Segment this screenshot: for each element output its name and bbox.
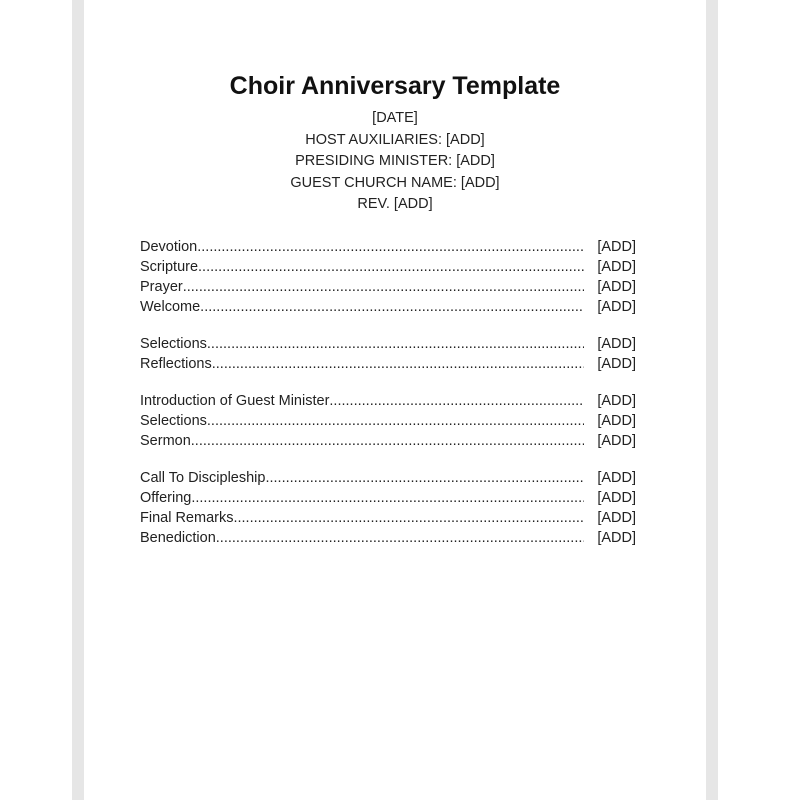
date-line: [DATE] — [372, 110, 418, 126]
header-block — [84, 108, 706, 216]
agenda-group-sermon — [140, 391, 636, 451]
agenda-item-label: Selections — [140, 413, 207, 429]
dot-leader — [233, 508, 584, 528]
agenda-item-label: Final Remarks — [140, 510, 234, 526]
host-auxiliaries-line: HOST AUXILIARIES: [ADD] — [305, 131, 485, 148]
agenda-item-value: [ADD] — [597, 239, 636, 255]
document-page — [84, 0, 706, 800]
presiding-minister-line: PRESIDING MINISTER: [ADD] — [295, 153, 495, 169]
document-title: Choir Anniversary Template — [229, 72, 561, 100]
agenda-row — [140, 411, 636, 431]
agenda-row — [140, 257, 636, 277]
dot-leader — [198, 257, 584, 277]
dot-leader — [207, 334, 584, 354]
agenda-item-label: Selections — [140, 336, 207, 352]
dot-leader — [191, 488, 584, 508]
agenda-item-value: [ADD] — [597, 299, 636, 315]
dot-leader — [191, 431, 584, 451]
agenda-item-label: Devotion — [140, 239, 198, 255]
dot-leader — [216, 528, 584, 548]
agenda-group-opening — [140, 237, 636, 317]
program-agenda — [140, 237, 636, 565]
agenda-row — [140, 354, 636, 374]
agenda-item-value: [ADD] — [597, 530, 636, 546]
agenda-row — [140, 528, 636, 548]
agenda-item-value: [ADD] — [597, 356, 636, 372]
agenda-row — [140, 508, 636, 528]
dot-leader — [329, 391, 584, 411]
dot-leader — [265, 468, 584, 488]
agenda-item-value: [ADD] — [597, 490, 636, 506]
agenda-row — [140, 488, 636, 508]
dot-leader — [197, 237, 584, 257]
reverend-line: REV. [ADD] — [357, 196, 433, 212]
agenda-item-label: Prayer — [140, 279, 183, 295]
agenda-row — [140, 237, 636, 257]
agenda-item-label: Call To Discipleship — [140, 470, 266, 486]
dot-leader — [212, 354, 584, 374]
agenda-item-label: Benediction — [140, 530, 216, 546]
agenda-item-value: [ADD] — [597, 510, 636, 526]
agenda-item-value: [ADD] — [597, 279, 636, 295]
dot-leader — [207, 411, 584, 431]
agenda-item-label: Welcome — [140, 299, 201, 315]
agenda-item-label: Offering — [140, 490, 192, 506]
agenda-item-value: [ADD] — [597, 470, 636, 486]
agenda-item-label: Introduction of Guest Minister — [140, 393, 330, 409]
agenda-group-selections — [140, 334, 636, 374]
agenda-item-value: [ADD] — [597, 433, 636, 449]
agenda-row — [140, 468, 636, 488]
agenda-item-label: Scripture — [140, 259, 199, 275]
agenda-row — [140, 431, 636, 451]
dot-leader — [200, 297, 584, 317]
agenda-row — [140, 277, 636, 297]
agenda-row — [140, 391, 636, 411]
agenda-group-closing — [140, 468, 636, 548]
agenda-item-value: [ADD] — [597, 336, 636, 352]
agenda-item-value: [ADD] — [597, 393, 636, 409]
guest-church-line: GUEST CHURCH NAME: [ADD] — [290, 174, 500, 191]
agenda-item-label: Reflections — [140, 356, 212, 372]
agenda-row — [140, 297, 636, 317]
dot-leader — [183, 277, 584, 297]
agenda-row — [140, 334, 636, 354]
agenda-item-value: [ADD] — [597, 259, 636, 275]
agenda-item-label: Sermon — [140, 433, 191, 449]
agenda-item-value: [ADD] — [597, 413, 636, 429]
